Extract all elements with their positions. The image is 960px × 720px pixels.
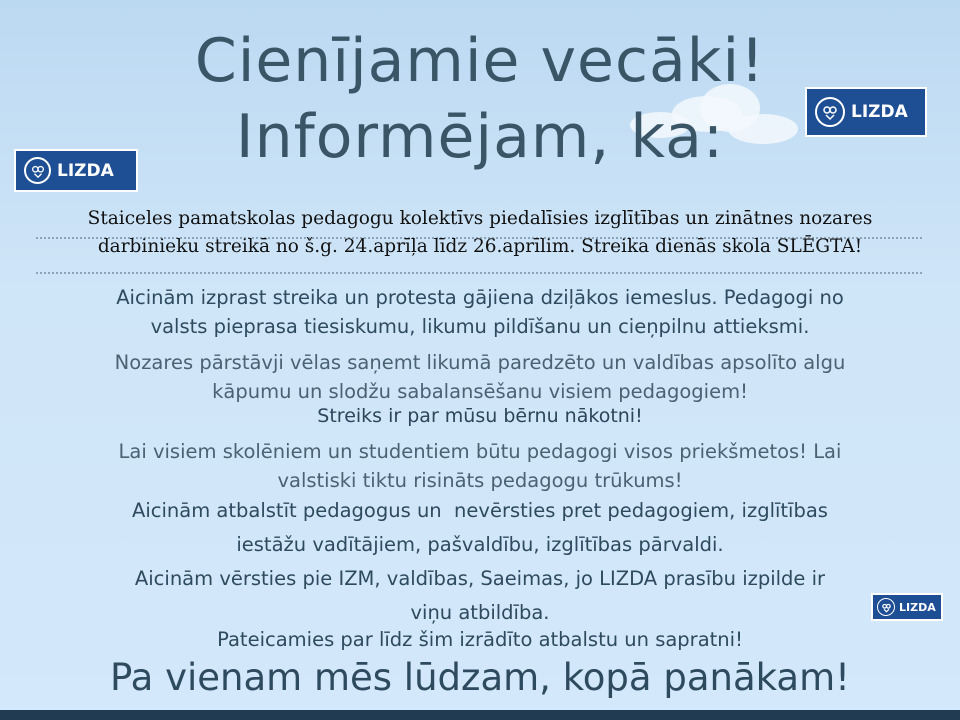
paragraph-line: valstiski tiktu risināts pedagogu trūkums! xyxy=(277,469,683,492)
paragraph-line: Nozares pārstāvji vēlas saņemt likumā paredzēto un valdības apsolīto algu xyxy=(114,351,846,374)
logo-label: LIZDA xyxy=(57,160,114,181)
paragraph-line: iestāžu vadītājiem, pašvaldību, izglītības pārvaldi. xyxy=(236,533,724,556)
slogan: Pa vienam mēs lūdzam, kopā panākam! xyxy=(110,656,850,699)
lizda-logo xyxy=(805,87,927,137)
paragraph-understand-reasons xyxy=(10,283,950,341)
owl-icon xyxy=(24,157,51,184)
notice-line: Staiceles pamatskolas pedagogu kolektīvs piedalīsies izglītības un zinātnes nozares xyxy=(87,208,873,229)
paragraph-teacher-shortage xyxy=(10,437,950,495)
strike-notice xyxy=(14,205,946,261)
paragraph-salary-demands xyxy=(10,348,950,406)
bottom-bar xyxy=(0,710,960,720)
notice-line: darbinieku streikā no š.g. 24.aprīļa līdz 26.aprīlim. Streika dienās skola SLĒGTA! xyxy=(97,236,863,257)
paragraph-contact-institutions xyxy=(10,562,950,630)
dotted-divider xyxy=(36,272,922,274)
paragraph-line: Aicinām vērsties pie IZM, valdības, Saeimas, jo LIZDA prasību izpilde ir xyxy=(134,567,826,590)
logo-label: LIZDA xyxy=(899,600,936,614)
paragraph-line: kāpumu un slodžu sabalansēšanu visiem pedagogiem! xyxy=(212,380,748,403)
paragraph-line: Lai visiem skolēniem un studentiem būtu pedagogi visos priekšmetos! Lai xyxy=(118,440,842,463)
paragraph-line: valsts pieprasa tiesiskumu, likumu pildīšanu un cieņpilnu attieksmi. xyxy=(150,315,810,338)
lizda-logo xyxy=(14,149,138,192)
page-title-line2: Informējam, ka: xyxy=(235,102,725,172)
paragraph-line: Aicinām izprast streika un protesta gājiena dziļākos iemeslus. Pedagogi no xyxy=(116,286,844,309)
logo-label: LIZDA xyxy=(851,102,908,122)
paragraph-line: viņu atbildība. xyxy=(410,601,550,624)
paragraph-line: Aicinām atbalstīt pedagogus un nevērsties pret pedagogiem, izglītības xyxy=(132,499,828,522)
owl-icon xyxy=(815,97,845,127)
paragraph-children-future xyxy=(10,402,950,431)
paragraph-thanks xyxy=(10,625,950,654)
paragraph-support-teachers xyxy=(10,494,950,562)
page-title-line1: Cienījamie vecāki! xyxy=(194,26,766,96)
paragraph-line: Streiks ir par mūsu bērnu nākotni! xyxy=(317,405,643,427)
paragraph-line: Pateicamies par līdz šim izrādīto atbalstu un sapratni! xyxy=(217,628,743,651)
